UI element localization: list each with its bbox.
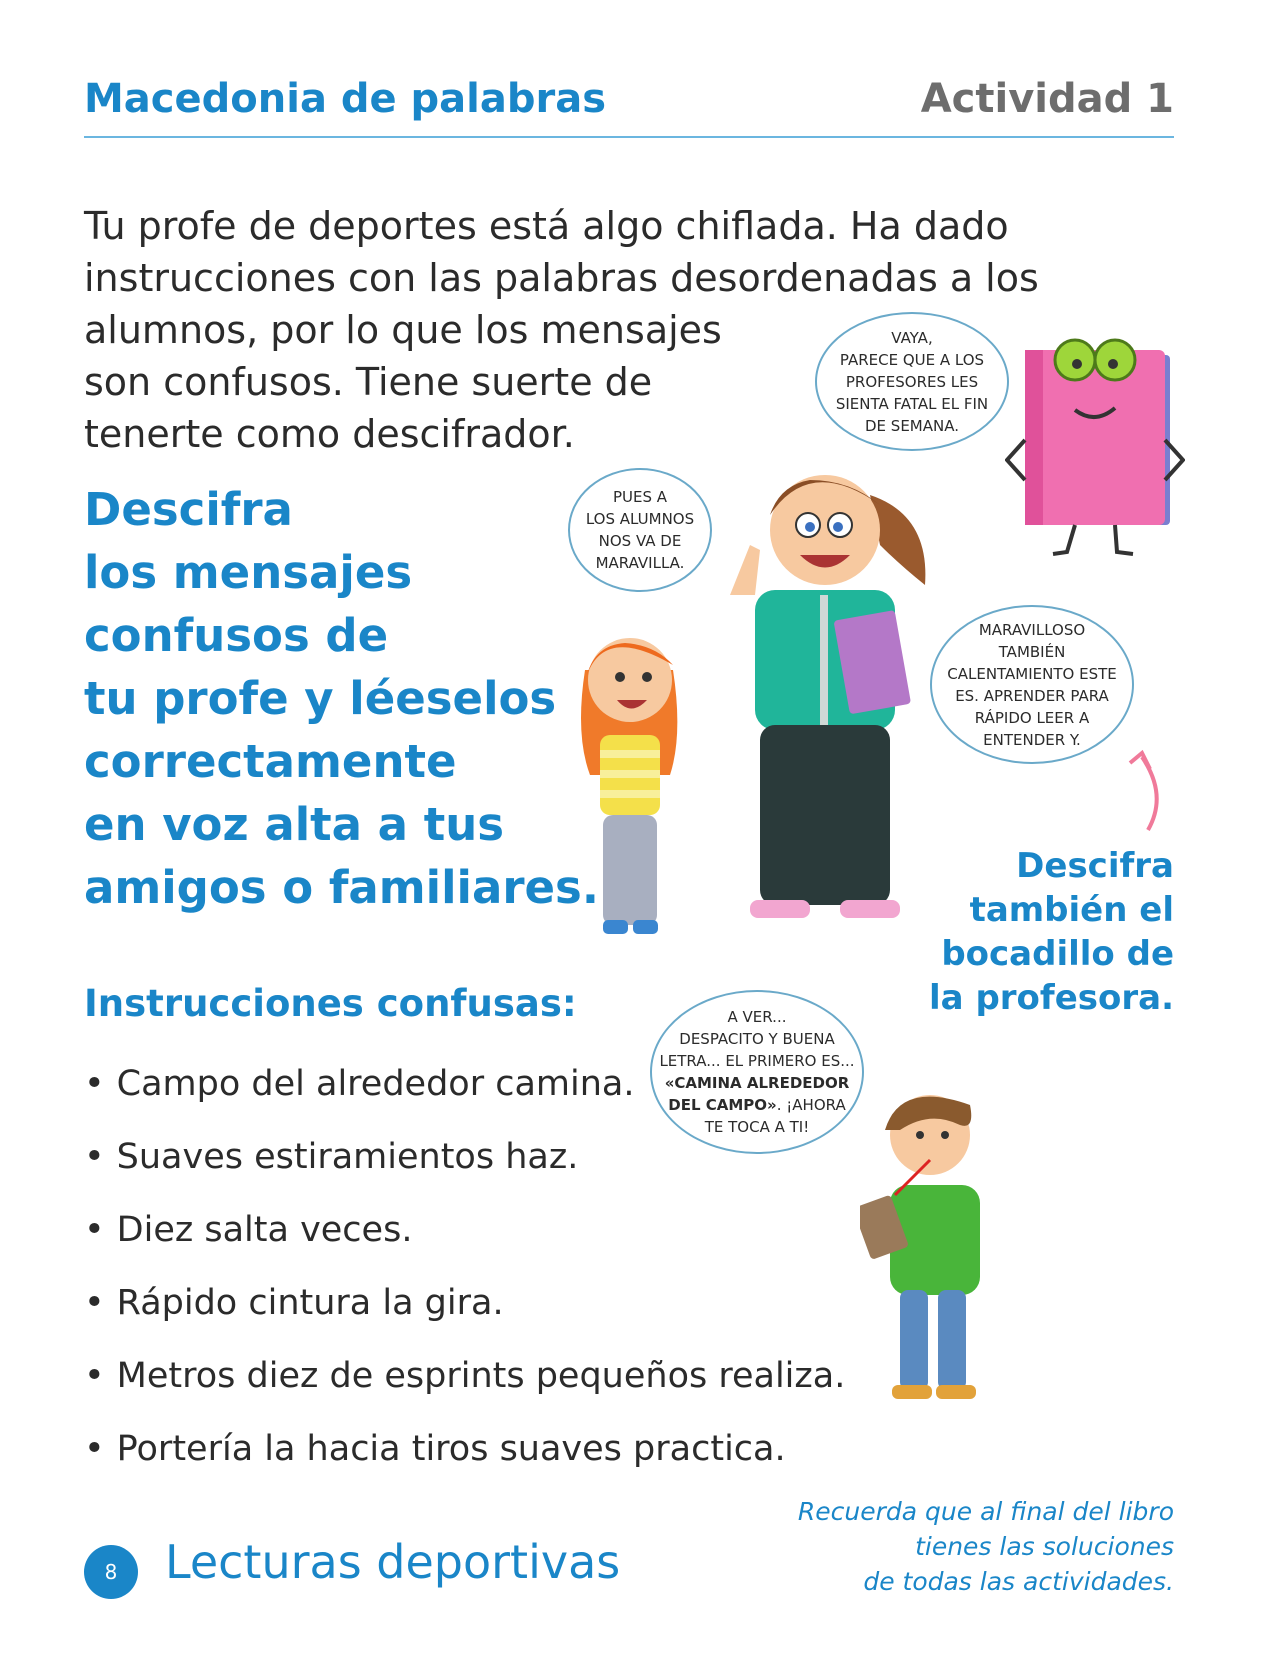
intro-line: alumnos, por lo que los mensajes (84, 308, 722, 352)
girl-speech-bubble: PUES A LOS ALUMNOS NOS VA DE MARAVILLA. (568, 468, 712, 592)
book-speech-bubble: VAYA, PARECE QUE A LOS PROFESORES LES SIENTA FATAL EL FIN DE SEMANA. (815, 312, 1009, 451)
boy-character-illustration (860, 1075, 1010, 1405)
intro-line: instrucciones con las palabras desordenadas a los (84, 256, 1039, 300)
header-divider (84, 136, 1174, 138)
list-item: • Portería la hacia tiros suaves practica. (84, 1429, 845, 1502)
task-line: amigos o familiares. (84, 861, 599, 914)
boy-speech-bubble: A VER... DESPACITO Y BUENA LETRA... EL PRIMERO ES... «CAMINA ALREDEDOR DEL CAMPO». ¡AHORA TE TOCA A TI! (650, 990, 864, 1154)
intro-line: Tu profe de deportes está algo chiflada. Ha dado (84, 204, 1009, 248)
intro-line: son confusos. Tiene suerte de (84, 360, 653, 404)
side-note: Descifra también el bocadillo de la profesora. (929, 846, 1174, 1018)
task-line: tu profe y léeselos (84, 672, 557, 725)
pointer-arrow-icon (1120, 745, 1170, 835)
task-line: en voz alta a tus (84, 798, 505, 851)
teacher-speech-bubble: MARAVILLOSO TAMBIÉN CALENTAMIENTO ESTE ES. APRENDER PARA RÁPIDO LEER A ENTENDER Y. (930, 605, 1134, 764)
solutions-reminder: Recuerda que al final del libro tienes las soluciones de todas las actividades. (797, 1497, 1174, 1596)
instructions-title: Instrucciones confusas: (84, 982, 577, 1025)
list-item: • Rápido cintura la gira. (84, 1283, 845, 1356)
task-line: los mensajes (84, 546, 413, 599)
list-item: • Metros diez de esprints pequeños realiza. (84, 1356, 845, 1429)
teacher-character-illustration (700, 455, 940, 935)
intro-line: tenerte como descifrador. (84, 412, 575, 456)
task-line: correctamente (84, 735, 457, 788)
page-number: 8 (84, 1545, 138, 1599)
section-name: Lecturas deportivas (165, 1535, 621, 1589)
task-line: confusos de (84, 609, 389, 662)
task-line: Descifra (84, 483, 293, 536)
girl-character-illustration (565, 625, 695, 945)
list-item: • Suaves estiramientos haz. (84, 1137, 845, 1210)
list-item: • Campo del alrededor camina. (84, 1064, 845, 1137)
book-character-illustration (1005, 330, 1185, 560)
list-item: • Diez salta veces. (84, 1210, 845, 1283)
task-statement (84, 478, 599, 919)
header-title: Macedonia de palabras (84, 76, 607, 122)
instructions-list (84, 1064, 845, 1502)
activity-label: Actividad 1 (920, 76, 1174, 122)
